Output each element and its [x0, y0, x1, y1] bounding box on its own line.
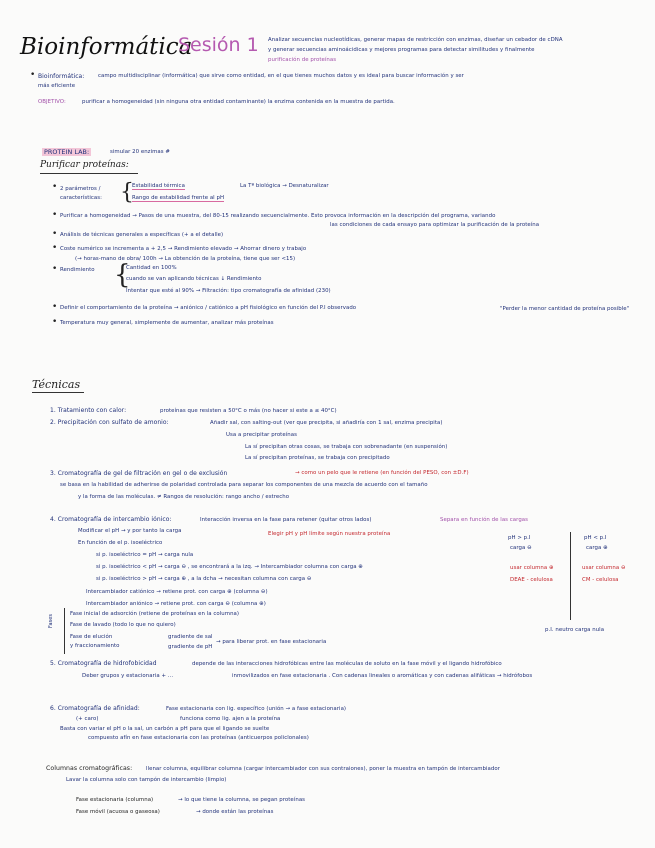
t2-label: 2. Precipitación con sulfato de amonio: [50, 419, 169, 426]
bullet-3-sub: (→ horas-mano de obra/ 100h → La obtención de la proteína, tiene que ser <15) [75, 256, 296, 262]
t4-label: 4. Cromatografía de intercambio iónico: [50, 516, 172, 523]
t4-text: Interacción inversa en la fase para retener (quitar otros lados) [200, 517, 372, 523]
bullet-icon: • [52, 302, 58, 312]
t5-text: depende de las interacciones hidrofóbicas entre las moléculas de soluto en la fase móvil y el ligando hidrofóbico [192, 661, 502, 667]
objetivo-label: OBJETIVO: [38, 99, 66, 105]
t2-text: Añadir sal, con salting-out (ver que precipita, si añadiría con 1 sal, enzima precipita) [210, 420, 443, 426]
phase-4: y fraccionamiento [70, 643, 120, 649]
bullet-3: Coste numérico se incrementa a + 2,5 → Rendimiento elevado → Ahorrar dinero y trabajo [60, 246, 307, 252]
bullet-icon: • [52, 264, 58, 274]
t3-label: 3. Cromatografía de gel de filtración en gel o de exclusión [50, 470, 228, 477]
columnas-sub: Lavar la columna solo con tampón de intercambio (limpio) [66, 777, 227, 783]
phase-2: Fase de lavado (todo lo que no quiero) [70, 622, 176, 628]
session-title: Sesión 1 [178, 34, 259, 56]
heading-underline [40, 173, 138, 174]
ph-table-r2c2: CM - celulosa [582, 577, 619, 583]
ph-table-r1c2: DEAE - celulosa [510, 577, 553, 583]
t3-sub-1: se basa en la habilidad de adherirse de polaridad controlada para separar los componentes de una mezcla de acuerdo con el tamaño [60, 482, 428, 488]
rendimiento-3: Intentar que esté al 90% → Filtración: tipo cromatografía de afinidad (230) [126, 288, 331, 294]
phase-3-grad-2: gradiente de pH [168, 644, 213, 650]
heading-underline [32, 392, 84, 393]
bullet-icon: • [30, 70, 36, 80]
t4-b: si p. isoeléctrico < pH → carga ⊖ , se encontrará a la izq. → Intercambiador columna con carga ⊕ [96, 564, 363, 570]
t4-sub-1-note: Elegir pH y pH límite según nuestra proteína [268, 531, 391, 537]
phase-side-label: Fases [48, 613, 54, 628]
bullet-1: Purificar a homogeneidad → Pasos de una muestra, del 80-15 realizando secuencialmente. Esto provoca información en la descripción del programa, variando [60, 213, 496, 219]
param-1: Estabilidad térmica [132, 183, 185, 189]
t6-sub-2: Basta con variar el pH o la sal, un carbón a pH para que el ligando se suelte [60, 726, 270, 732]
bullet-5: Definir el comportamiento de la proteína → aniónico / catiónico a pH fisiológico en función del P.I observado [60, 305, 357, 311]
purificar-heading: Purificar proteínas: [40, 160, 129, 170]
columnas-label: Columnas cromatográficas: [46, 765, 133, 772]
t5-sub-2: inmovilizados en fase estacionaria . Con cadenas lineales o aromáticas y con cadenas alifáticas → hidrófobos [232, 673, 533, 679]
columnas-text: llenar columna, equilibrar columna (cargar intercambiador con sus contraiones), poner la muestra en tampón de intercambiador [146, 766, 500, 772]
bullet-6: Temperatura muy general, simplemente de aumentar, analizar más proteínas [60, 320, 274, 326]
rendimiento-label: Rendimiento [60, 267, 95, 273]
ph-table-col1: pH > p.I [508, 535, 531, 541]
bullet-icon: • [52, 182, 58, 192]
phase-3-grad-1: gradiente de sal [168, 634, 213, 640]
t4-sub-2: En función de el p. isoeléctrico [78, 540, 163, 546]
phase-1: Fase inicial de adsorción (retiene de proteínas en la columna) [70, 611, 240, 617]
t6-label: 6. Cromatografía de afinidad: [50, 705, 140, 712]
param-2: Rango de estabilidad frente al pH [132, 195, 225, 201]
fase-movil-arrow: → donde están las proteínas [196, 809, 274, 815]
param-1-arrow: La Tª biológica → Desnaturalizar [240, 183, 329, 189]
intro-line-2: y generar secuencias aminoácidicas y mejores programas para detectar similitudes y finalmente [268, 47, 535, 53]
rendimiento-1: Cantidad en 100% [126, 265, 177, 271]
t1-text: proteínas que resisten a 50°C o más (no hacer si este a ≤ 40°C) [160, 408, 337, 414]
ph-table-r1c1: usar columna ⊕ [510, 565, 554, 571]
objetivo-text: purificar a homogeneidad (sin ninguna otra entidad contaminante) la enzima contenida en la muestra de partida. [82, 99, 395, 105]
t5-label: 5. Cromatografía de hidrofobicidad [50, 660, 157, 667]
bullet-2: Análisis de técnicas generales a específicas (+ a el detalle) [60, 232, 224, 238]
t2-sub-3: La sí precipitan proteínas, se trabaja con precipitado [245, 455, 390, 461]
t2-sub-2: La sí precipitan otras cosas, se trabaja con sobrenadante (en suspensión) [245, 444, 448, 450]
protein-lab-note: simular 20 enzimas # [110, 149, 170, 155]
fase-estacionaria: Fase estacionaria (columna) [76, 797, 154, 803]
ph-table-bottom: p.I. neutro carga nula [545, 627, 605, 633]
bullet-icon: • [52, 229, 58, 239]
t4-a: si p. isoeléctrico = pH → carga nula [96, 552, 194, 558]
bullet-icon: • [52, 210, 58, 220]
intro-line-3: purificación de proteínas [268, 57, 337, 63]
brace-icon: { [114, 260, 131, 290]
ph-table-col2-sub: carga ⊕ [586, 545, 608, 551]
ph-table-col2: pH < p.I [584, 535, 607, 541]
t6-sub-0: (+ caro) [76, 716, 99, 722]
definition-label: Bioinformática: [38, 73, 85, 80]
protein-lab-label [42, 148, 91, 156]
t3-text: → como un pelo que le retiene (en función del PESO, con ±D.F) [295, 470, 469, 476]
brace-icon: { [120, 180, 134, 205]
protein-lab-highlight: PROTEIN LAB: [44, 148, 90, 156]
ph-table-col1-sub: carga ⊖ [510, 545, 532, 551]
bullet-icon: • [52, 243, 58, 253]
phase-3-arrow: → para liberar prot. en fase estacionaria [216, 639, 327, 645]
t5-sub-1: Deber grupos y estacionaria + ... [82, 673, 174, 679]
t4-sub-1: Modificar el pH → y por tanto la carga [78, 528, 182, 534]
definition-text-1: campo multidisciplinar (informática) que sirve como entidad, en el que tienes muchos datos y es ideal para buscar información y ser [98, 73, 464, 79]
phase-bracket [64, 608, 65, 654]
t4-right: Separa en función de las cargas [440, 517, 529, 523]
fase-movil: Fase móvil (acuosa o gaseosa) [76, 809, 160, 815]
bullet-1-cont: las condiciones de cada ensayo para optimizar la purificación de la proteína [330, 222, 540, 228]
t2-sub-1: Usa a precipitar proteínas [226, 432, 297, 438]
param-label: 2 parámetros / características: [60, 186, 103, 201]
t1-label: 1. Tratamiento con calor: [50, 407, 127, 414]
intro-line-1: Analizar secuencias nucleotídicas, generar mapas de restricción con enzimas, diseñar un cebador de cDNA [268, 37, 563, 43]
bullet-icon: • [52, 317, 58, 327]
t4-c: si p. isoeléctrico > pH → carga ⊕ , a la dcha → necesitan columna con carga ⊖ [96, 576, 312, 582]
definition-text-2: más eficiente [38, 83, 76, 89]
page-title: Bioinformática [20, 34, 193, 60]
bullet-5-note: "Perder la menor cantidad de proteína posible" [500, 306, 630, 312]
t4-e: Intercambiador aniónico → retiene prot. con carga ⊖ (columna ⊕) [86, 601, 266, 607]
t6-sub-1: funciona como lig. ajen a la proteína [180, 716, 281, 722]
fase-estacionaria-arrow: → lo que tiene la columna, se pegan proteínas [178, 797, 306, 803]
t4-d: Intercambiador catiónico → retiene prot. con carga ⊕ (columna ⊖) [86, 589, 268, 595]
t6-sub-3: compuesto afín en fase estacionaria con las proteínas (anticuerpos policlonales) [88, 735, 309, 741]
ph-table-divider [570, 532, 571, 620]
ph-table-r2c1: usar columna ⊖ [582, 565, 626, 571]
phase-3: Fase de elución [70, 634, 113, 640]
tecnicas-heading: Técnicas [32, 378, 81, 391]
t3-sub-2: y la forma de las moléculas. ≠ Rangos de resolución: rango ancho / estrecho [78, 494, 290, 500]
t6-text: Fase estacionaria con lig. específico (unión → a fase estacionaria) [166, 706, 347, 712]
rendimiento-2: cuando se van aplicando técnicas ↓ Rendimiento [126, 276, 262, 282]
